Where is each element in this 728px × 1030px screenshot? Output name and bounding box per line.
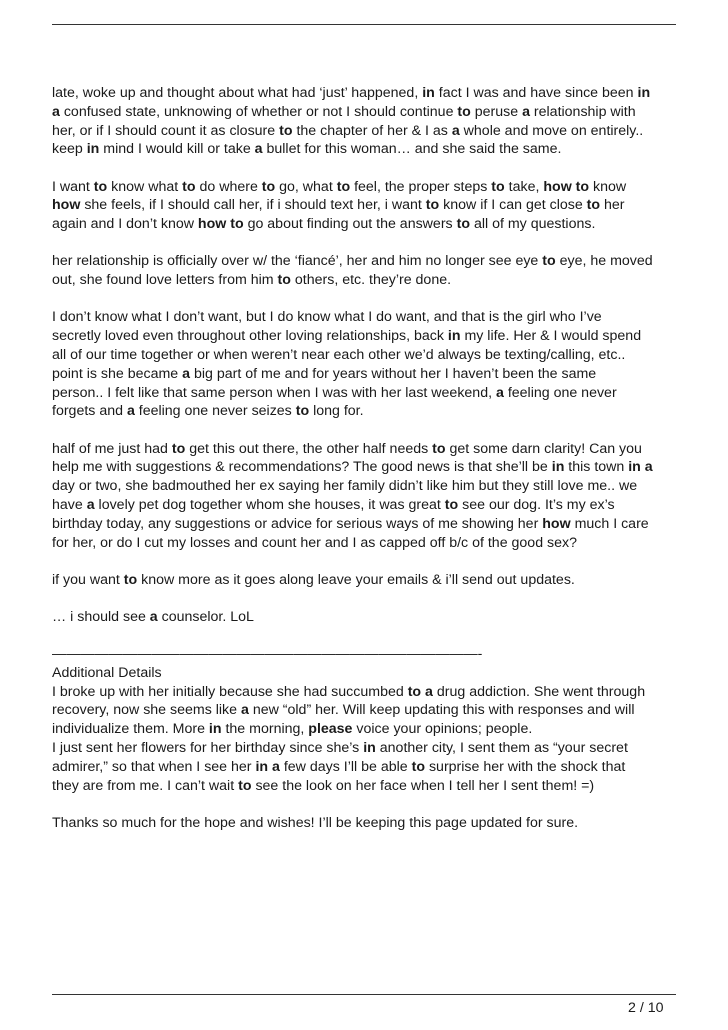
text-run: few days I’ll be able [279, 758, 412, 775]
text-run: again and I don’t know [52, 216, 198, 233]
text-run: person.. I felt like that same person when I was with her last weekend, [52, 384, 496, 401]
highlighted-keyword: in [363, 740, 376, 757]
highlighted-keyword: a [254, 141, 263, 158]
text-run: the chapter of her & I as [292, 122, 452, 139]
highlighted-keyword: to [425, 197, 440, 214]
text-run: confused state, unknowing of whether or not I should continue [59, 103, 458, 120]
text-run: I broke up with her initially because she had succumbed [52, 683, 408, 700]
text-line [52, 384, 682, 403]
text-run: do where [195, 178, 262, 195]
text-line [52, 84, 682, 103]
text-line [52, 271, 682, 290]
text-line [52, 103, 682, 122]
text-run: keep [52, 141, 87, 158]
highlighted-keyword: in [551, 459, 565, 476]
text-line [52, 515, 682, 534]
text-run: feel, the proper steps [350, 178, 492, 195]
text-run: mind I would kill or take [99, 141, 255, 158]
text-line [52, 496, 682, 515]
text-run: admirer,” so that when I see her [52, 758, 256, 775]
highlighted-keyword: to [586, 197, 601, 214]
highlighted-keyword: to [295, 403, 310, 420]
highlighted-keyword: to [457, 103, 471, 120]
text-run: long for. [309, 403, 364, 420]
text-run: see the look on her face when I tell her I sent them! =) [251, 777, 595, 794]
text-line [52, 215, 682, 234]
text-run: drug addiction. She went through [432, 683, 646, 700]
paragraph-p8 [52, 645, 682, 795]
highlighted-keyword: to [491, 178, 505, 195]
text-run: my life. Her & I would spend [460, 328, 642, 345]
text-line [52, 664, 682, 683]
text-run: birthday today, any suggestions or advice for serious ways of me showing her [52, 515, 543, 532]
highlighted-keyword: to [238, 777, 252, 794]
text-run: big part of me and for years without her I haven’t been the same [190, 365, 597, 382]
text-line [52, 252, 682, 271]
text-run: Thanks so much for the hope and wishes! I’ll be keeping this page updated for sure. [52, 814, 579, 831]
text-run: know if I can get close [439, 197, 587, 214]
text-line [52, 814, 682, 833]
highlighted-keyword: a [240, 702, 249, 719]
text-run: her relationship is officially over w/ the ‘fiancé’, her and him no longer see eye [52, 253, 543, 270]
highlighted-keyword: a [86, 496, 95, 513]
text-run: Additional Details [52, 664, 162, 681]
text-run: new “old” her. Will keep updating this with responses and will [248, 702, 635, 719]
text-run: see our dog. It’s my ex’s [458, 496, 615, 513]
paragraph-p9 [52, 814, 682, 833]
text-run: fact I was and have since been [434, 85, 638, 101]
text-run: all of my questions. [470, 216, 596, 233]
highlighted-keyword: in [86, 141, 100, 158]
text-run: get some darn clarity! Can you [445, 440, 642, 457]
text-run: others, etc. they’re done. [290, 272, 452, 289]
paragraph-p6 [52, 571, 682, 590]
highlighted-keyword: to a [407, 683, 433, 700]
text-run: lovely pet dog together whom she houses, it was great [94, 496, 445, 513]
text-line [52, 140, 682, 159]
text-run: eye, he moved [555, 253, 653, 270]
text-run: ——————————————————————————————- [52, 646, 483, 663]
highlighted-keyword: please [308, 721, 353, 738]
text-run: voice your opinions; people. [352, 721, 533, 738]
text-line [52, 196, 682, 215]
highlighted-keyword: a [149, 608, 158, 625]
text-run: feeling one never [503, 384, 617, 401]
text-line [52, 122, 682, 141]
highlighted-keyword: in [447, 328, 461, 345]
highlighted-keyword: to [336, 178, 351, 195]
paragraph-p4 [52, 308, 682, 421]
text-run: individualize them. More [52, 721, 209, 738]
text-run: take, [504, 178, 544, 195]
text-run: they are from me. I can’t wait [52, 777, 239, 794]
text-line [52, 178, 682, 197]
text-run: surprise her with the shock that [425, 758, 626, 775]
text-run: I want [52, 178, 94, 195]
highlighted-keyword: how to [543, 178, 590, 195]
highlighted-keyword: to [261, 178, 276, 195]
text-line [52, 739, 682, 758]
text-line [52, 402, 682, 421]
text-run: … i should see [52, 608, 150, 625]
paragraph-p1 [52, 84, 682, 159]
text-run: point is she became [52, 365, 183, 382]
text-line [52, 608, 682, 627]
text-run: know [589, 178, 627, 195]
text-run: all of our time together or when weren’t near each other we’d always be texting/calling, etc.. [52, 346, 626, 363]
highlighted-keyword: a [522, 103, 530, 120]
text-run: counselor. LoL [157, 608, 254, 625]
text-line [52, 701, 682, 720]
text-run: I don’t know what I don’t want, but I do know what I do want, and that is the girl who I’ve [52, 309, 602, 326]
highlighted-keyword: how to [197, 216, 244, 233]
text-run: relationship with [529, 103, 636, 120]
highlighted-keyword: in [208, 721, 222, 738]
text-run: much I care [570, 515, 649, 532]
text-run: whole and move on entirely.. [459, 122, 644, 139]
text-run: have [52, 496, 87, 513]
text-run: help me with suggestions & recommendations? The good news is that she’ll be [52, 459, 552, 476]
footer-rule [52, 994, 676, 995]
highlighted-keyword: how [52, 197, 81, 214]
highlighted-keyword: in [422, 85, 435, 101]
highlighted-keyword: to [182, 178, 196, 195]
text-run: peruse [470, 103, 523, 120]
highlighted-keyword: a [495, 384, 504, 401]
text-line [52, 720, 682, 739]
text-run: for her, or do I cut my losses and count her and I as capped off b/c of the good sex? [52, 534, 577, 551]
highlighted-keyword: to [171, 440, 186, 457]
highlighted-keyword: to [277, 272, 291, 289]
text-line [52, 477, 682, 496]
paragraph-p3 [52, 252, 682, 290]
paragraph-p7 [52, 608, 682, 627]
text-line [52, 365, 682, 384]
page-number: 2 / 10 [628, 1000, 664, 1016]
text-run: she feels, if I should call her, if i should text her, i want [80, 197, 426, 214]
text-run: day or two, she badmouthed her ex saying her family didn’t like him but they still love me.. we [52, 478, 638, 495]
text-run: if you want [52, 571, 124, 588]
text-run: out, she found love letters from him [52, 272, 278, 289]
text-run: another city, I sent them as “your secret [375, 740, 628, 757]
highlighted-keyword: to [279, 122, 293, 139]
text-line [52, 440, 682, 459]
text-run: know what [107, 178, 183, 195]
highlighted-keyword: in [637, 85, 651, 101]
text-run: recovery, now she seems like [52, 702, 241, 719]
text-line [52, 571, 682, 590]
text-run: half of me just had [52, 440, 172, 457]
highlighted-keyword: how [542, 515, 571, 532]
highlighted-keyword: to [444, 496, 459, 513]
text-run: I just sent her flowers for her birthday since she’s [52, 740, 364, 757]
text-run: feeling one never seizes [134, 403, 296, 420]
text-run: bullet for this woman… and she said the same. [262, 141, 562, 158]
text-line [52, 683, 682, 702]
highlighted-keyword: a [52, 103, 60, 120]
text-line [52, 327, 682, 346]
highlighted-keyword: in a [255, 758, 280, 775]
highlighted-keyword: in a [628, 459, 653, 476]
text-line [52, 534, 682, 553]
text-run: get this out there, the other half needs [185, 440, 433, 457]
text-run: her, or if I should count it as closure [52, 122, 280, 139]
document-body [52, 84, 682, 851]
paragraph-p2 [52, 178, 682, 234]
highlighted-keyword: to [542, 253, 556, 270]
header-rule [52, 24, 676, 25]
text-line [52, 458, 682, 477]
text-run: this town [564, 459, 629, 476]
text-run: secretly loved even throughout other loving relationships, back [52, 328, 448, 345]
text-run: the morning, [221, 721, 309, 738]
highlighted-keyword: a [126, 403, 135, 420]
text-line [52, 645, 682, 664]
paragraph-p5 [52, 440, 682, 553]
highlighted-keyword: to [432, 440, 446, 457]
highlighted-keyword: a [451, 122, 460, 139]
text-line [52, 346, 682, 365]
highlighted-keyword: to [93, 178, 108, 195]
highlighted-keyword: to [456, 216, 470, 233]
text-run: late, woke up and thought about what had ‘just’ happened, [52, 85, 423, 101]
text-run: her [600, 197, 625, 214]
text-line [52, 758, 682, 777]
highlighted-keyword: to [123, 571, 138, 588]
text-line [52, 777, 682, 796]
text-run: go about finding out the answers [243, 216, 457, 233]
text-run: forgets and [52, 403, 127, 420]
highlighted-keyword: to [411, 758, 426, 775]
text-run: know more as it goes along leave your emails & i’ll send out updates. [137, 571, 575, 588]
highlighted-keyword: a [182, 365, 191, 382]
text-line [52, 308, 682, 327]
text-run: go, what [275, 178, 337, 195]
